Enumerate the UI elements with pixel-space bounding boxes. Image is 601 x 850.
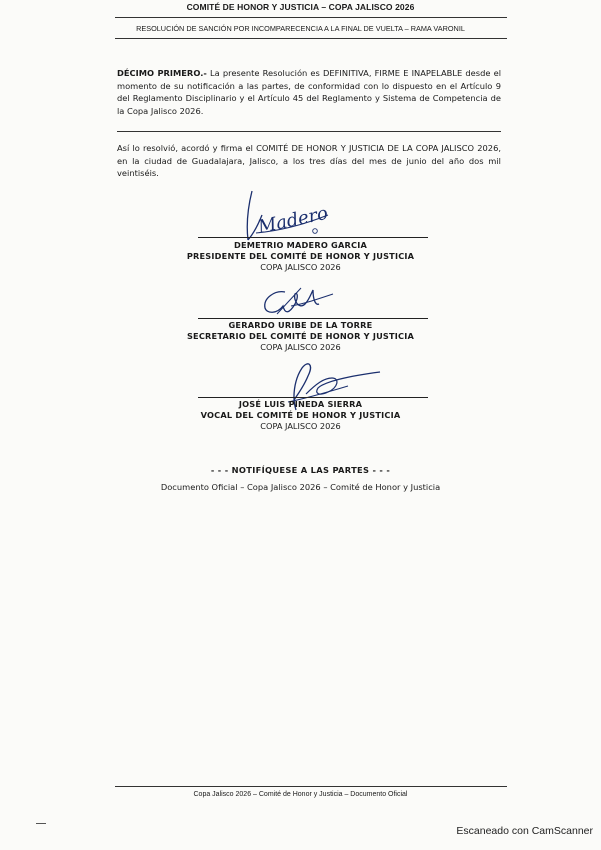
signatory-block	[0, 240, 601, 273]
header-rule-bottom	[115, 38, 507, 39]
signature-line	[198, 397, 428, 398]
signatory-block	[0, 399, 601, 432]
section-divider	[117, 131, 501, 132]
signatory-name: JOSÉ LUIS PINEDA SIERRA	[238, 399, 363, 409]
document-line: Documento Oficial – Copa Jalisco 2026 – Comité de Honor y Justicia	[160, 482, 441, 492]
header-title: COMITÉ DE HONOR Y JUSTICIA – COPA JALISCO 2026	[186, 2, 415, 12]
header-rule	[115, 17, 507, 18]
camscanner-watermark: Escaneado con CamScanner	[456, 825, 593, 837]
signature-text: Madero	[256, 202, 330, 239]
closing-paragraph: Así lo resolvió, acordó y firma el COMITÉ DE HONOR Y JUSTICIA DE LA COPA JALISCO 2026, en la ciudad de Guadalajara, Jalisco, a los tres días del mes de junio del año dos mil veintiséis.	[117, 143, 501, 178]
signature-line	[198, 318, 428, 319]
signatory-org: COPA JALISCO 2026	[260, 262, 341, 272]
article-text: La presente Resolución es DEFINITIVA, FIRME E INAPELABLE desde el momento de su notificación a las partes, de conformidad con lo dispuesto en el Artículo 9 del Reglamento Disciplinario y el Artículo 45 del Reglamento y Sistema de Competencia de la Copa Jalisco 2026.	[117, 68, 502, 116]
signatory-org: COPA JALISCO 2026	[260, 342, 341, 352]
signatory-name: DEMETRIO MADERO GARCIA	[233, 240, 368, 250]
article-paragraph	[117, 67, 501, 117]
signatory-name: GERARDO URIBE DE LA TORRE	[228, 320, 373, 330]
signature-line	[198, 237, 428, 238]
scan-mark	[36, 823, 46, 824]
signatory-block	[0, 320, 601, 353]
signature-madero	[228, 185, 338, 245]
notify-line: - - - NOTIFÍQUESE A LAS PARTES - - -	[210, 465, 391, 475]
signatory-org: COPA JALISCO 2026	[260, 421, 341, 431]
signatory-role: VOCAL DEL COMITÉ DE HONOR Y JUSTICIA	[200, 410, 401, 420]
signatory-role: SECRETARIO DEL COMITÉ DE HONOR Y JUSTICIA	[186, 331, 415, 341]
signatory-role: PRESIDENTE DEL COMITÉ DE HONOR Y JUSTICIA	[186, 251, 415, 261]
article-lead: DÉCIMO PRIMERO.-	[117, 68, 207, 78]
header-subtitle: RESOLUCIÓN DE SANCIÓN POR INCOMPARECENCIA A LA FINAL DE VUELTA – RAMA VARONIL	[136, 24, 465, 33]
footer-text: Copa Jalisco 2026 – Comité de Honor y Justicia – Documento Oficial	[193, 791, 408, 798]
footer-rule	[115, 786, 507, 787]
